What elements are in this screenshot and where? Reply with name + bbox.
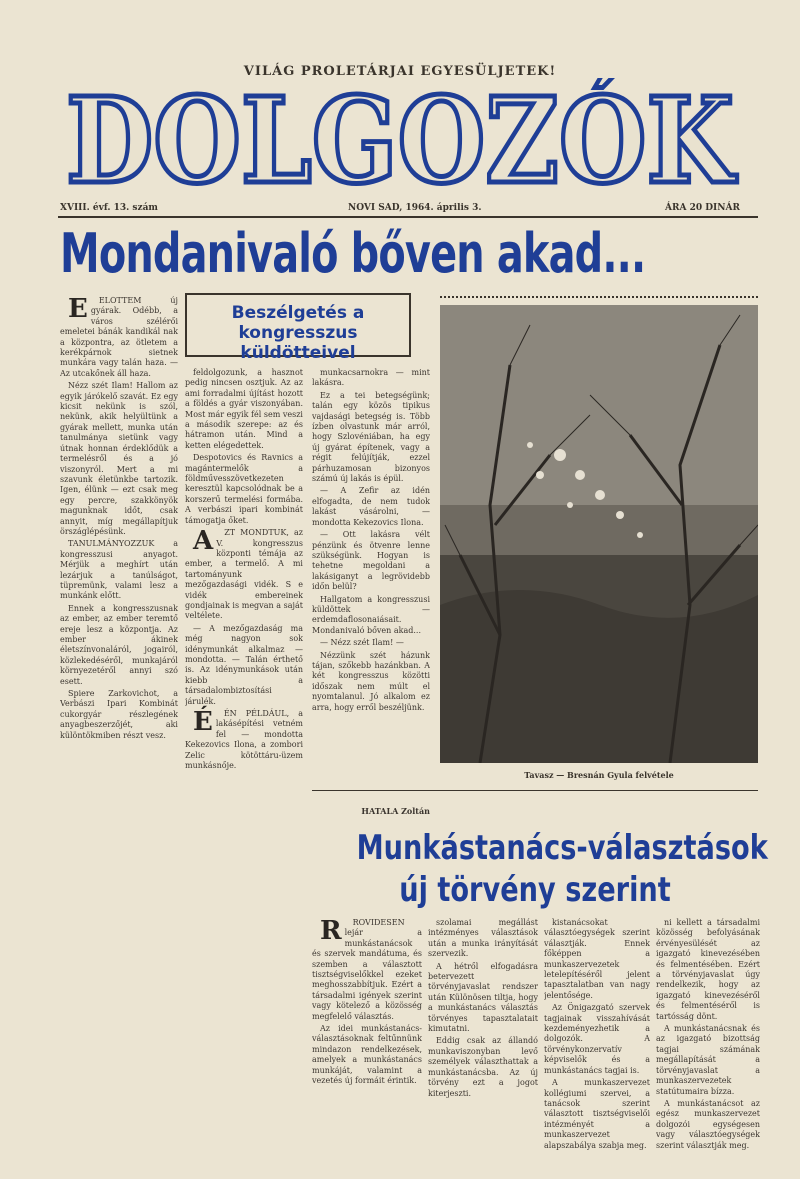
drop-cap: R [320,918,342,946]
paragraph: A hétről elfogadásra betervezett törvényjavaslat rendszer után Különösen tiltja, hogy a munkástanács választás törvényes tapasztalatait kimutatni. [428,961,538,1034]
paragraph: A munkástanácsot az egész munkaszervezet dolgozói egységesen vagy választóegységek szerint választják meg. [656,1098,760,1150]
main-article-column-2 [185,368,303,1158]
paragraph: Eddig csak az állandó munkaviszonyban levő személyek választhattak a munkástanácsba. Az új törvény ezt a jogot kiterjeszti. [428,1036,538,1098]
masthead-rule [58,216,758,218]
paragraph: Despotovics és Ravnics a magántermelők a földművesszövetkezeten keresztül kapcsolódnak be a korszerű termelési formába. A verbászi ipari kombinát támogatja őket. [185,453,303,525]
masthead-title: DOLGOZÓK [66,78,738,198]
spring-photo [440,305,758,763]
paragraph: ni kellett a társadalmi közösség befolyásának érvényesülését az igazgató kinevezésében és felmentésében. Ezért a törvényjavaslat úgy rendelkezik, hogy az igazgató kinevezéséről és felmentéséről is tartósság dönt. [656,918,760,1021]
section-rule [312,790,758,791]
article-author: HATALA Zoltán [361,806,430,816]
paragraph: — A mezőgazdaság ma még nagyon sok idénymunkát alkalmaz — mondotta. — Talán érthető is. Az idénymunkások után kiebb a társadalombiztosítási járulék. [185,623,303,706]
paragraph: E ELŐTTEM új gyárak. Odébb, a város szélérői emeletei bánák kandikál nak a központra, az ötletem a kerékpárnok sietnek munkára vagy talán haza. — Az utcakőnek áll haza. [60,296,178,378]
photo-caption: Tavasz — Bresnán Gyula felvétele [524,770,674,780]
paragraph: Ez a tei betegségünk; talán egy közös tipikus vajdasági betegség is. Több ízben olvastunk már arról, hogy Szlovéniában, ha egy új gyárat építenek, vagy a régit felújítják, ezzel párhuzamosan bizonyos számú új lakás is épül. [312,390,430,484]
paragraph: A munkástanácsnak és az igazgató bizottság tagjai számának megállapítását a törvényjavaslat a munkaszervezetek statútumaira bízza. [656,1024,760,1096]
second-article-column-4 [656,918,760,1158]
issue-number: XVIII. évf. 13. szám [60,203,158,213]
second-article-column-2 [428,918,538,1158]
second-article-column-3 [544,918,650,1158]
slogan: VILÁG PROLETÁRJAI EGYESÜLJETEK! [243,64,557,79]
paragraph: szolamai megállást intézményes választások után a munka irányítását szervezik. [428,918,538,959]
paragraph: Az idei munkástanács-választásoknak feltűnnünk mindazon rendelkezések, amelyek a munkástanács munkáját, valamint a vezetés új formáit érintik. [312,1024,422,1086]
paragraph: feldolgozunk, a hasznot pedig nincsen osztjuk. Az az ami forradalmi újítást hozott a földés a gyár viszonyában. Most már egyik fél sem veszi a második szerepe: az és hátramon után. Mind a ketten elégedettek. [185,368,303,450]
paragraph: — Nézz szét Ilam! — [320,638,404,648]
paragraph: kistanácsokat választóegységek szerint választják. Ennek főképpen a munkaszervezetek letelepítéséről jelent tapasztalatban van nagy jelentősége. [544,918,650,1000]
paragraph: A ZT MONDTUK, az V. kongresszus központi témája az ember, a termelő. A mi tartományunk mezőgazdasági vidék. S e vidék embereinek gondjainak is megvan a saját veltélete. [185,526,303,621]
second-article-column-1 [312,918,422,1158]
second-headline [312,828,768,910]
paragraph: R RÖVIDESEN lejár a munkástanácsok és szervek mandátuma, és szemben a választott tisztségviselőkkel ezeket meghosszabbítjuk. Ezért a társadalmi igények szerint vagy kötelező a közösség megfelelő választás. [312,918,422,1021]
drop-cap: E [68,296,88,324]
interview-title: Beszélgetés a kongresszus küldötteivel [231,303,365,363]
main-article-column-3 [312,368,430,798]
second-headline-line-2: új törvény szerint [399,870,671,910]
photo-rule [440,296,758,302]
main-headline: Mondanivaló bőven akad... [60,222,646,285]
paragraph: Nézz szét Ilam! Hallom az egyik járókelő szavát. Ez egy kicsit nekünk is szól, nekünk, akik helyültünk a gyárak mellett, munka után tanulmánya sietünk vagy útnak honnan érdeklődük a termelésről és a jó viszonyról. Mert a mi szavunk életünkbe tartozik. Igen, élünk — ezt csak meg egy percre, szakkönyök magunknak időt, csak annyit, míg megállapítjuk örszáglépésünk. [60,381,178,536]
paragraph: — Ott lakásra vélt pénzünk és ötvenre lenne szükségünk. Hogyan is tehetne megoldani a lakásiganyt a legrövidebb időn belül? [312,530,430,592]
interview-title-box [185,293,411,363]
paragraph: Nézzünk szét házunk tájan, szőkebb hazánkban. A két kongresszus közötti időszak nem múlt el nyomtalanul. Jó alkalom ez arra, hogy erről beszéljünk. [312,650,430,712]
paragraph: Az Önigazgató szervek tagjainak visszahívását kezdeményezhetik a dolgozók. A törvénykonzervatív képviselők és a munkástanács tagjai is. [544,1003,650,1075]
paragraph: Hallgatom a kongresszusi küldöttek — erdemdaflosonaiásait. Mondanivaló bőven akad... [312,594,430,635]
drop-cap: É [193,707,213,737]
svg-text:DOLGOZÓK: DOLGOZÓK [66,78,738,198]
paragraph: — A Zefir az idén elfogadta, de nem tudok lakást vásárolni, — mondotta Kekezovics Ilona. [312,486,430,527]
paragraph: Spiere Zarkovichot, a Verbászi Ipari Kombinát cukorgyár részlegének anyagbeszerzőjét, aki különtökmiben részt vesz. [60,689,178,740]
main-article-column-1 [60,296,178,1158]
drop-cap: A [193,526,214,557]
masthead-logo [60,78,740,198]
paragraph: Ennek a kongresszusnak az ember, az ember teremtő ereje lesz a központja. Az ember ákinek életszínvonaláról, jogairól, közlekedéséről, munkajáról környezetéről annyi szó esett. [60,603,178,686]
price: ÁRA 20 DINÁR [665,203,740,213]
paragraph: A munkaszervezet kollégiumi szervei, a tanácsok szerint választott tisztségviselői intézményét a munkaszervezet alapszabálya szabja meg. [544,1078,650,1150]
paragraph: É ÉN PÉLDÁUL, a lakásépítési vetném fel — mondotta Kekezovics Ilona, a zombori Zelic kötöttáru-üzem munkásnője. [185,707,303,771]
paragraph: TANULMÁNYOZZUK a kongresszusi anyagot. Mérjük a meghírt után lezárjuk a tanúlságot, tüpremünk, valami lesz a munkánk előtt. [60,539,178,601]
issue-date: NOVI SAD, 1964. április 3. [348,203,482,213]
paragraph: munkacsarnokra — mint lakásra. [312,368,430,388]
second-headline-line-1: Munkástanács-választások [356,828,768,868]
